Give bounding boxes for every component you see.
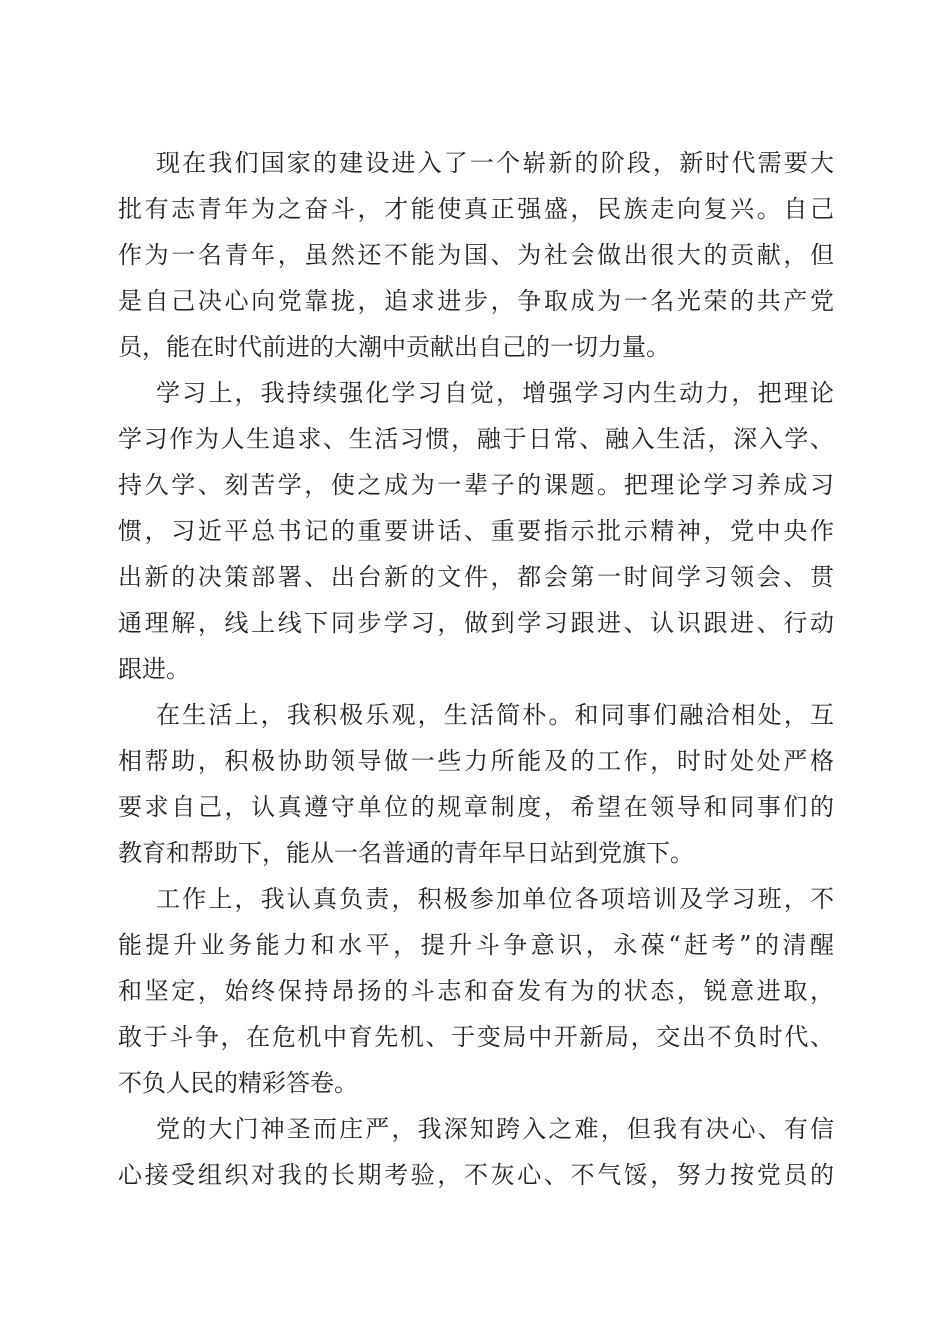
- paragraph-3-line-1: 在生活上，我积极乐观，生活简朴。和同事们融洽相处，互: [156, 701, 834, 729]
- paragraph-2-line-4: 惯，习近平总书记的重要讲话、重要指示批示精神，党中央作: [118, 517, 834, 545]
- paragraph-5-line-2: 心接受组织对我的长期考验，不灰心、不气馁，努力按党员的: [118, 1161, 834, 1189]
- paragraph-1-line-1: 现在我们国家的建设进入了一个崭新的阶段，新时代需要大: [156, 149, 834, 177]
- paragraph-2-line-1: 学习上，我持续强化学习自觉，增强学习内生动力，把理论: [156, 379, 834, 407]
- paragraph-2-line-3: 持久学、刻苦学，使之成为一辈子的课题。把理论学习养成习: [118, 471, 834, 499]
- paragraph-4-line-2: 能提升业务能力和水平，提升斗争意识，永葆“赶考”的清醒: [118, 931, 834, 959]
- paragraph-4-line-5: 不负人民的精彩答卷。: [118, 1069, 358, 1097]
- paragraph-4-line-1: 工作上，我认真负责，积极参加单位各项培训及学习班，不: [156, 885, 834, 913]
- paragraph-2-line-7: 跟进。: [118, 655, 190, 683]
- document-body: [118, 140, 834, 1198]
- paragraph-2-line-2: 学习作为人生追求、生活习惯，融于日常、融入生活，深入学、: [118, 425, 834, 453]
- paragraph-3-line-2: 相帮助，积极协助领导做一些力所能及的工作，时时处处严格: [118, 747, 834, 775]
- paragraph-1-line-4: 是自己决心向党靠拢，追求进步，争取成为一名光荣的共产党: [118, 287, 834, 315]
- paragraph-2-line-5: 出新的决策部署、出台新的文件，都会第一时间学习领会、贯: [118, 563, 834, 591]
- paragraph-1-line-3: 作为一名青年，虽然还不能为国、为社会做出很大的贡献，但: [118, 241, 834, 269]
- paragraph-1-line-2: 批有志青年为之奋斗，才能使真正强盛，民族走向复兴。自己: [118, 195, 834, 223]
- paragraph-3-line-3: 要求自己，认真遵守单位的规章制度，希望在领导和同事们的: [118, 793, 834, 821]
- paragraph-4-line-3: 和坚定，始终保持昂扬的斗志和奋发有为的状态，锐意进取，: [118, 977, 834, 1005]
- paragraph-1-line-5: 员，能在时代前进的大潮中贡献出自己的一切力量。: [118, 333, 670, 361]
- paragraph-3-line-4: 教育和帮助下，能从一名普通的青年早日站到党旗下。: [118, 839, 694, 867]
- paragraph-2-line-6: 通理解，线上线下同步学习，做到学习跟进、认识跟进、行动: [118, 609, 834, 637]
- paragraph-5-line-1: 党的大门神圣而庄严，我深知跨入之难，但我有决心、有信: [156, 1115, 834, 1143]
- paragraph-4-line-4: 敢于斗争，在危机中育先机、于变局中开新局，交出不负时代、: [118, 1023, 834, 1051]
